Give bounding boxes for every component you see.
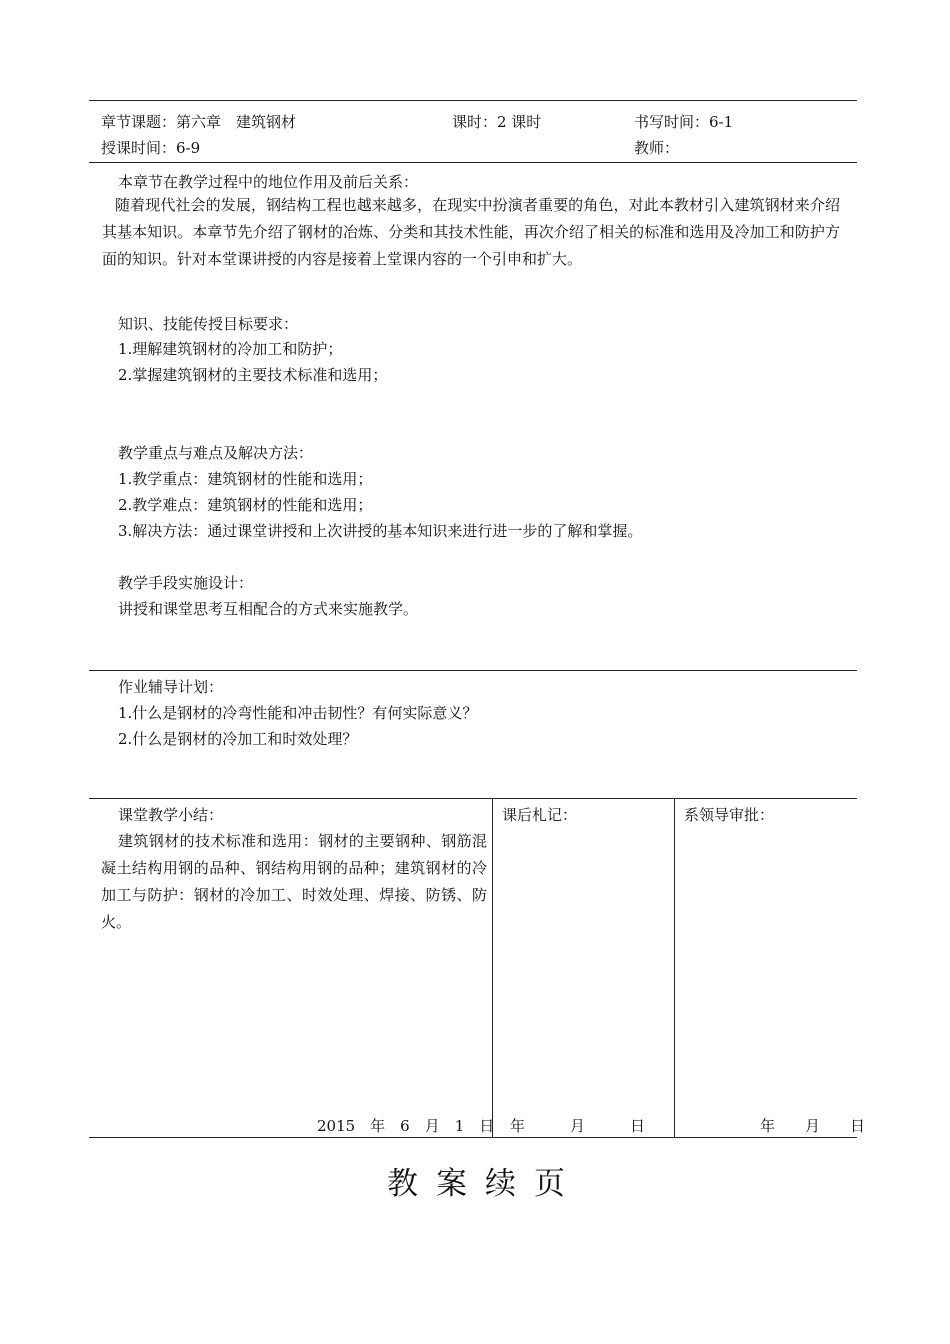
- notes-date: 年 月 日: [510, 1117, 646, 1135]
- summary-date: 2015 年 6 月 1 日: [317, 1117, 495, 1135]
- continuation-page-title: 教案续页: [387, 1166, 583, 1202]
- teacher: 教师：: [634, 139, 680, 157]
- means-heading: 教学手段实施设计：: [118, 574, 254, 592]
- goal-item: 1.理解建筑钢材的冷加工和防护；: [118, 340, 343, 358]
- position-heading: 本章节在教学过程中的地位作用及前后关系：: [118, 173, 419, 191]
- chapter-title: 章节课题：第六章 建筑钢材: [101, 113, 297, 131]
- header-rule: [89, 162, 857, 163]
- homework-heading: 作业辅导计划：: [118, 678, 224, 696]
- homework-item: 2.什么是钢材的冷加工和时效处理？: [118, 730, 358, 748]
- goals-heading: 知识、技能传授目标要求：: [118, 315, 299, 333]
- top-rule: [89, 100, 857, 101]
- approval-heading: 系领导审批：: [684, 806, 775, 824]
- class-hours: 课时：2 课时: [452, 113, 542, 131]
- goal-item: 2.掌握建筑钢材的主要技术标准和选用；: [118, 366, 388, 384]
- summary-heading: 课堂教学小结：: [118, 806, 224, 824]
- notes-heading: 课后札记：: [502, 806, 578, 824]
- summary-body: 建筑钢材的技术标准和选用：钢材的主要钢种、钢筋混凝土结构用钢的品种、钢结构用钢的品种；建筑钢材的冷加工与防护：钢材的冷加工、时效处理、焊接、防锈、防火。: [101, 832, 487, 931]
- homework-item: 1.什么是钢材的冷弯性能和冲击韧性？有何实际意义？: [118, 704, 478, 722]
- means-body: 讲授和课堂思考互相配合的方式来实施教学。: [118, 600, 419, 618]
- summary-top-rule: [89, 798, 857, 799]
- approval-date: 年 月 日: [760, 1117, 866, 1135]
- column-divider: [674, 798, 675, 1138]
- homework-rule: [89, 670, 857, 671]
- write-time: 书写时间：6-1: [634, 113, 734, 131]
- keypoint-item: 3.解决方法：通过课堂讲授和上次讲授的基本知识来进行进一步的了解和掌握。: [118, 522, 643, 540]
- column-divider: [492, 798, 493, 1138]
- keypoints-heading: 教学重点与难点及解决方法：: [118, 444, 314, 462]
- summary-bottom-rule: [89, 1137, 857, 1138]
- position-body: 随着现代社会的发展，钢结构工程也越来越多，在现实中扮演者重要的角色，对此本教材引入建筑钢材来介绍其基本知识。本章节先介绍了钢材的冶炼、分类和其技术性能，再次介绍了相关的标准和选用及冷加工和防护方面的知识。针对本堂课讲授的内容是接着上堂课内容的一个引申和扩大。: [102, 196, 840, 268]
- teach-time: 授课时间：6-9: [101, 139, 201, 157]
- keypoint-item: 2.教学难点：建筑钢材的性能和选用；: [118, 496, 373, 514]
- keypoint-item: 1.教学重点：建筑钢材的性能和选用；: [118, 470, 373, 488]
